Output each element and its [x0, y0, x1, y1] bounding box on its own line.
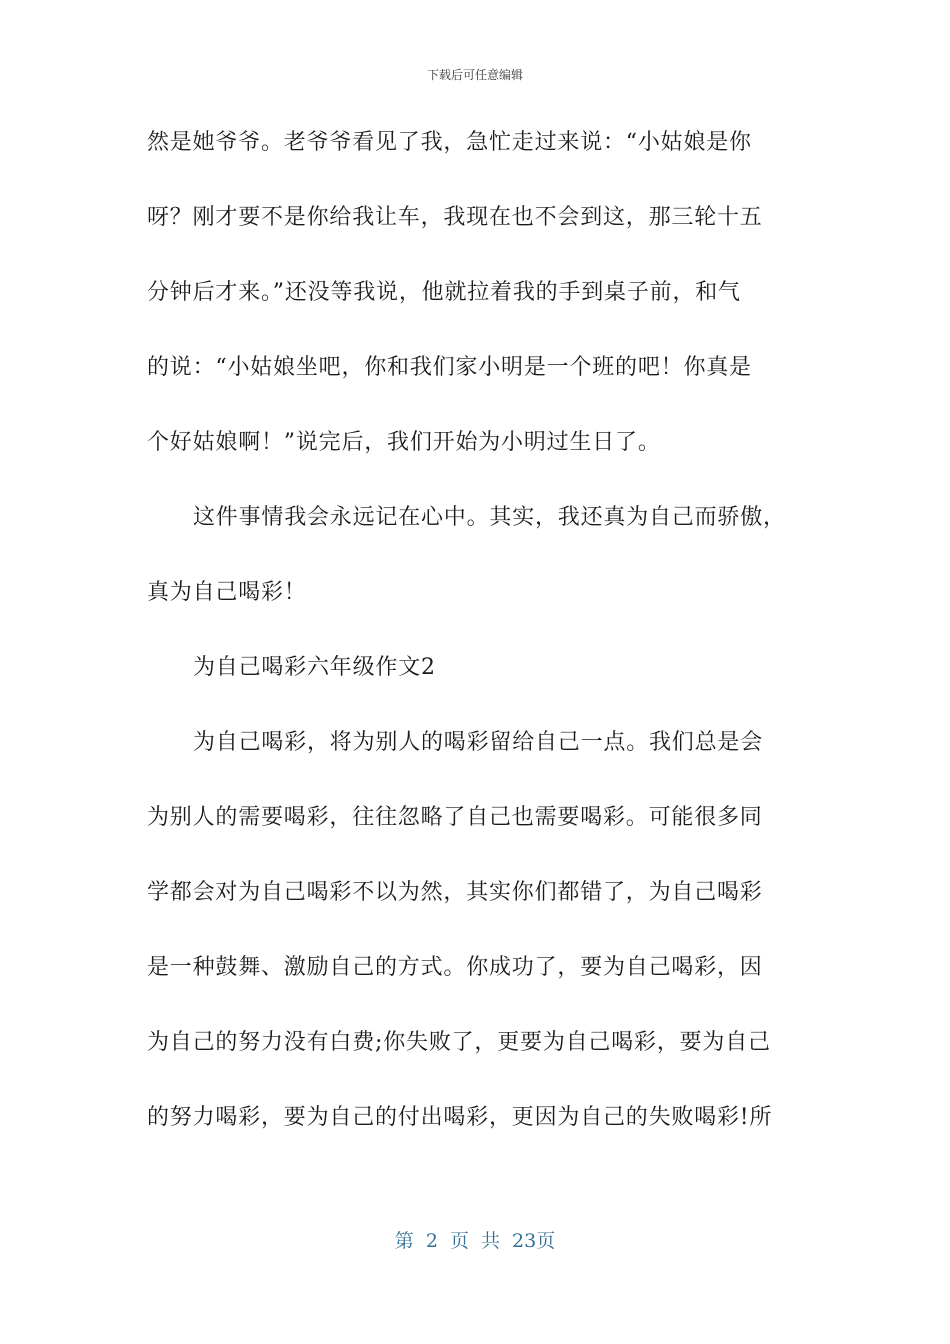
section-heading: 为自己喝彩六年级作文2 — [193, 655, 436, 680]
body-line: 然是她爷爷。老爷爷看见了我，急忙走过来说：“小姑娘是你 — [147, 130, 752, 155]
body-line: 是一种鼓舞、激励自己的方式。你成功了，要为自己喝彩，因 — [147, 955, 763, 980]
body-line: 为自己喝彩，将为别人的喝彩留给自己一点。我们总是会 — [193, 730, 764, 755]
body-line: 个好姑娘啊！”说完后，我们开始为小明过生日了。 — [147, 430, 661, 455]
body-line: 学都会对为自己喝彩不以为然，其实你们都错了，为自己喝彩 — [147, 880, 763, 905]
body-line: 这件事情我会永远记在心中。其实，我还真为自己而骄傲， — [193, 505, 786, 530]
body-line: 真为自己喝彩！ — [147, 580, 307, 605]
page-footer: 第 2 页 共 23页 — [394, 1230, 556, 1252]
page-header: 下载后可任意编辑 — [426, 68, 523, 82]
body-line: 为别人的需要喝彩，往往忽略了自己也需要喝彩。可能很多同 — [147, 805, 763, 830]
body-line: 为自己的努力没有白费;你失败了，更要为自己喝彩，要为自己 — [147, 1030, 771, 1055]
body-line: 的说：“小姑娘坐吧，你和我们家小明是一个班的吧！你真是 — [147, 355, 752, 380]
body-line: 的努力喝彩，要为自己的付出喝彩，更因为自己的失败喝彩!所 — [147, 1105, 773, 1130]
body-line: 呀？刚才要不是你给我让车，我现在也不会到这，那三轮十五 — [147, 205, 763, 230]
body-line: 分钟后才来。”还没等我说，他就拉着我的手到桌子前，和气 — [147, 280, 741, 305]
